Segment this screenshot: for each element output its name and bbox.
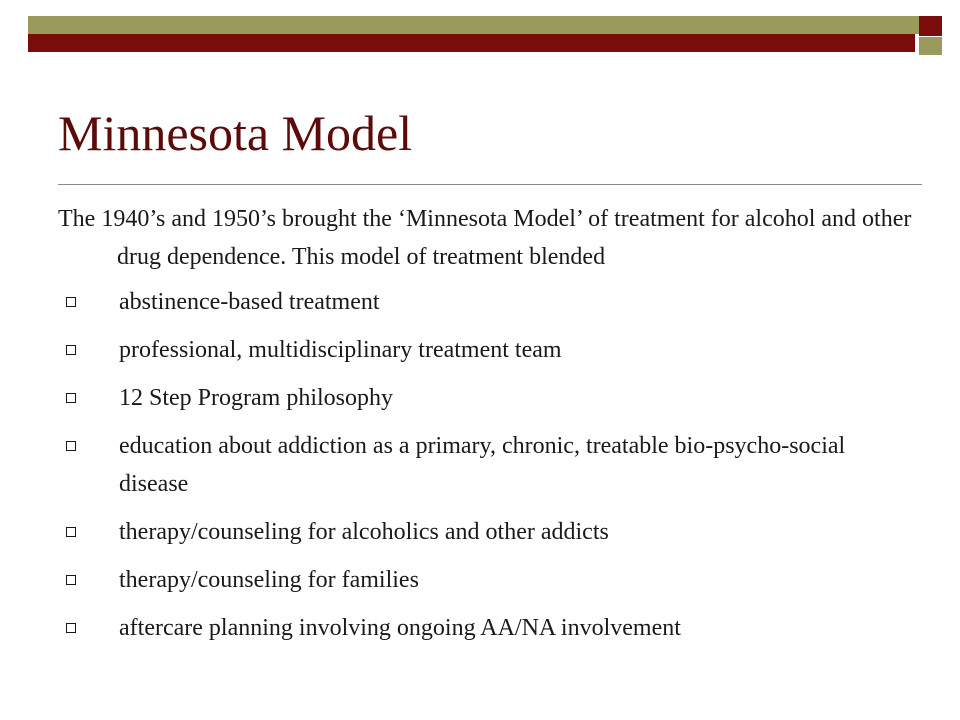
bullet-list bbox=[58, 283, 918, 647]
bullet-text: education about addiction as a primary, chronic, treatable bio-psycho-social disease bbox=[119, 433, 846, 497]
hollow-square-icon bbox=[66, 441, 76, 451]
slide-title: Minnesota Model bbox=[58, 105, 413, 161]
list-item bbox=[58, 513, 918, 551]
corner-maroon-block bbox=[919, 16, 942, 36]
title-divider bbox=[58, 184, 922, 185]
bullet-text: professional, multidisciplinary treatment team bbox=[119, 337, 562, 363]
bullet-text: 12 Step Program philosophy bbox=[119, 385, 393, 411]
slide-body bbox=[58, 200, 918, 657]
top-olive-bar bbox=[28, 16, 942, 34]
hollow-square-icon bbox=[66, 393, 76, 403]
list-item bbox=[58, 427, 918, 503]
hollow-square-icon bbox=[66, 623, 76, 633]
hollow-square-icon bbox=[66, 527, 76, 537]
top-maroon-bar bbox=[28, 34, 915, 52]
intro-paragraph: The 1940’s and 1950’s brought the ‘Minnesota Model’ of treatment for alcohol and other drug dependence. This model of treatment blended bbox=[58, 206, 912, 270]
hollow-square-icon bbox=[66, 297, 76, 307]
list-item bbox=[58, 561, 918, 599]
corner-olive-block bbox=[919, 37, 942, 55]
list-item bbox=[58, 283, 918, 321]
bullet-text: therapy/counseling for families bbox=[119, 567, 419, 593]
hollow-square-icon bbox=[66, 345, 76, 355]
list-item bbox=[58, 331, 918, 369]
bullet-text: abstinence-based treatment bbox=[119, 289, 380, 315]
bullet-text: therapy/counseling for alcoholics and other addicts bbox=[119, 519, 609, 545]
bullet-text: aftercare planning involving ongoing AA/NA involvement bbox=[119, 615, 681, 641]
list-item bbox=[58, 609, 918, 647]
list-item bbox=[58, 379, 918, 417]
hollow-square-icon bbox=[66, 575, 76, 585]
